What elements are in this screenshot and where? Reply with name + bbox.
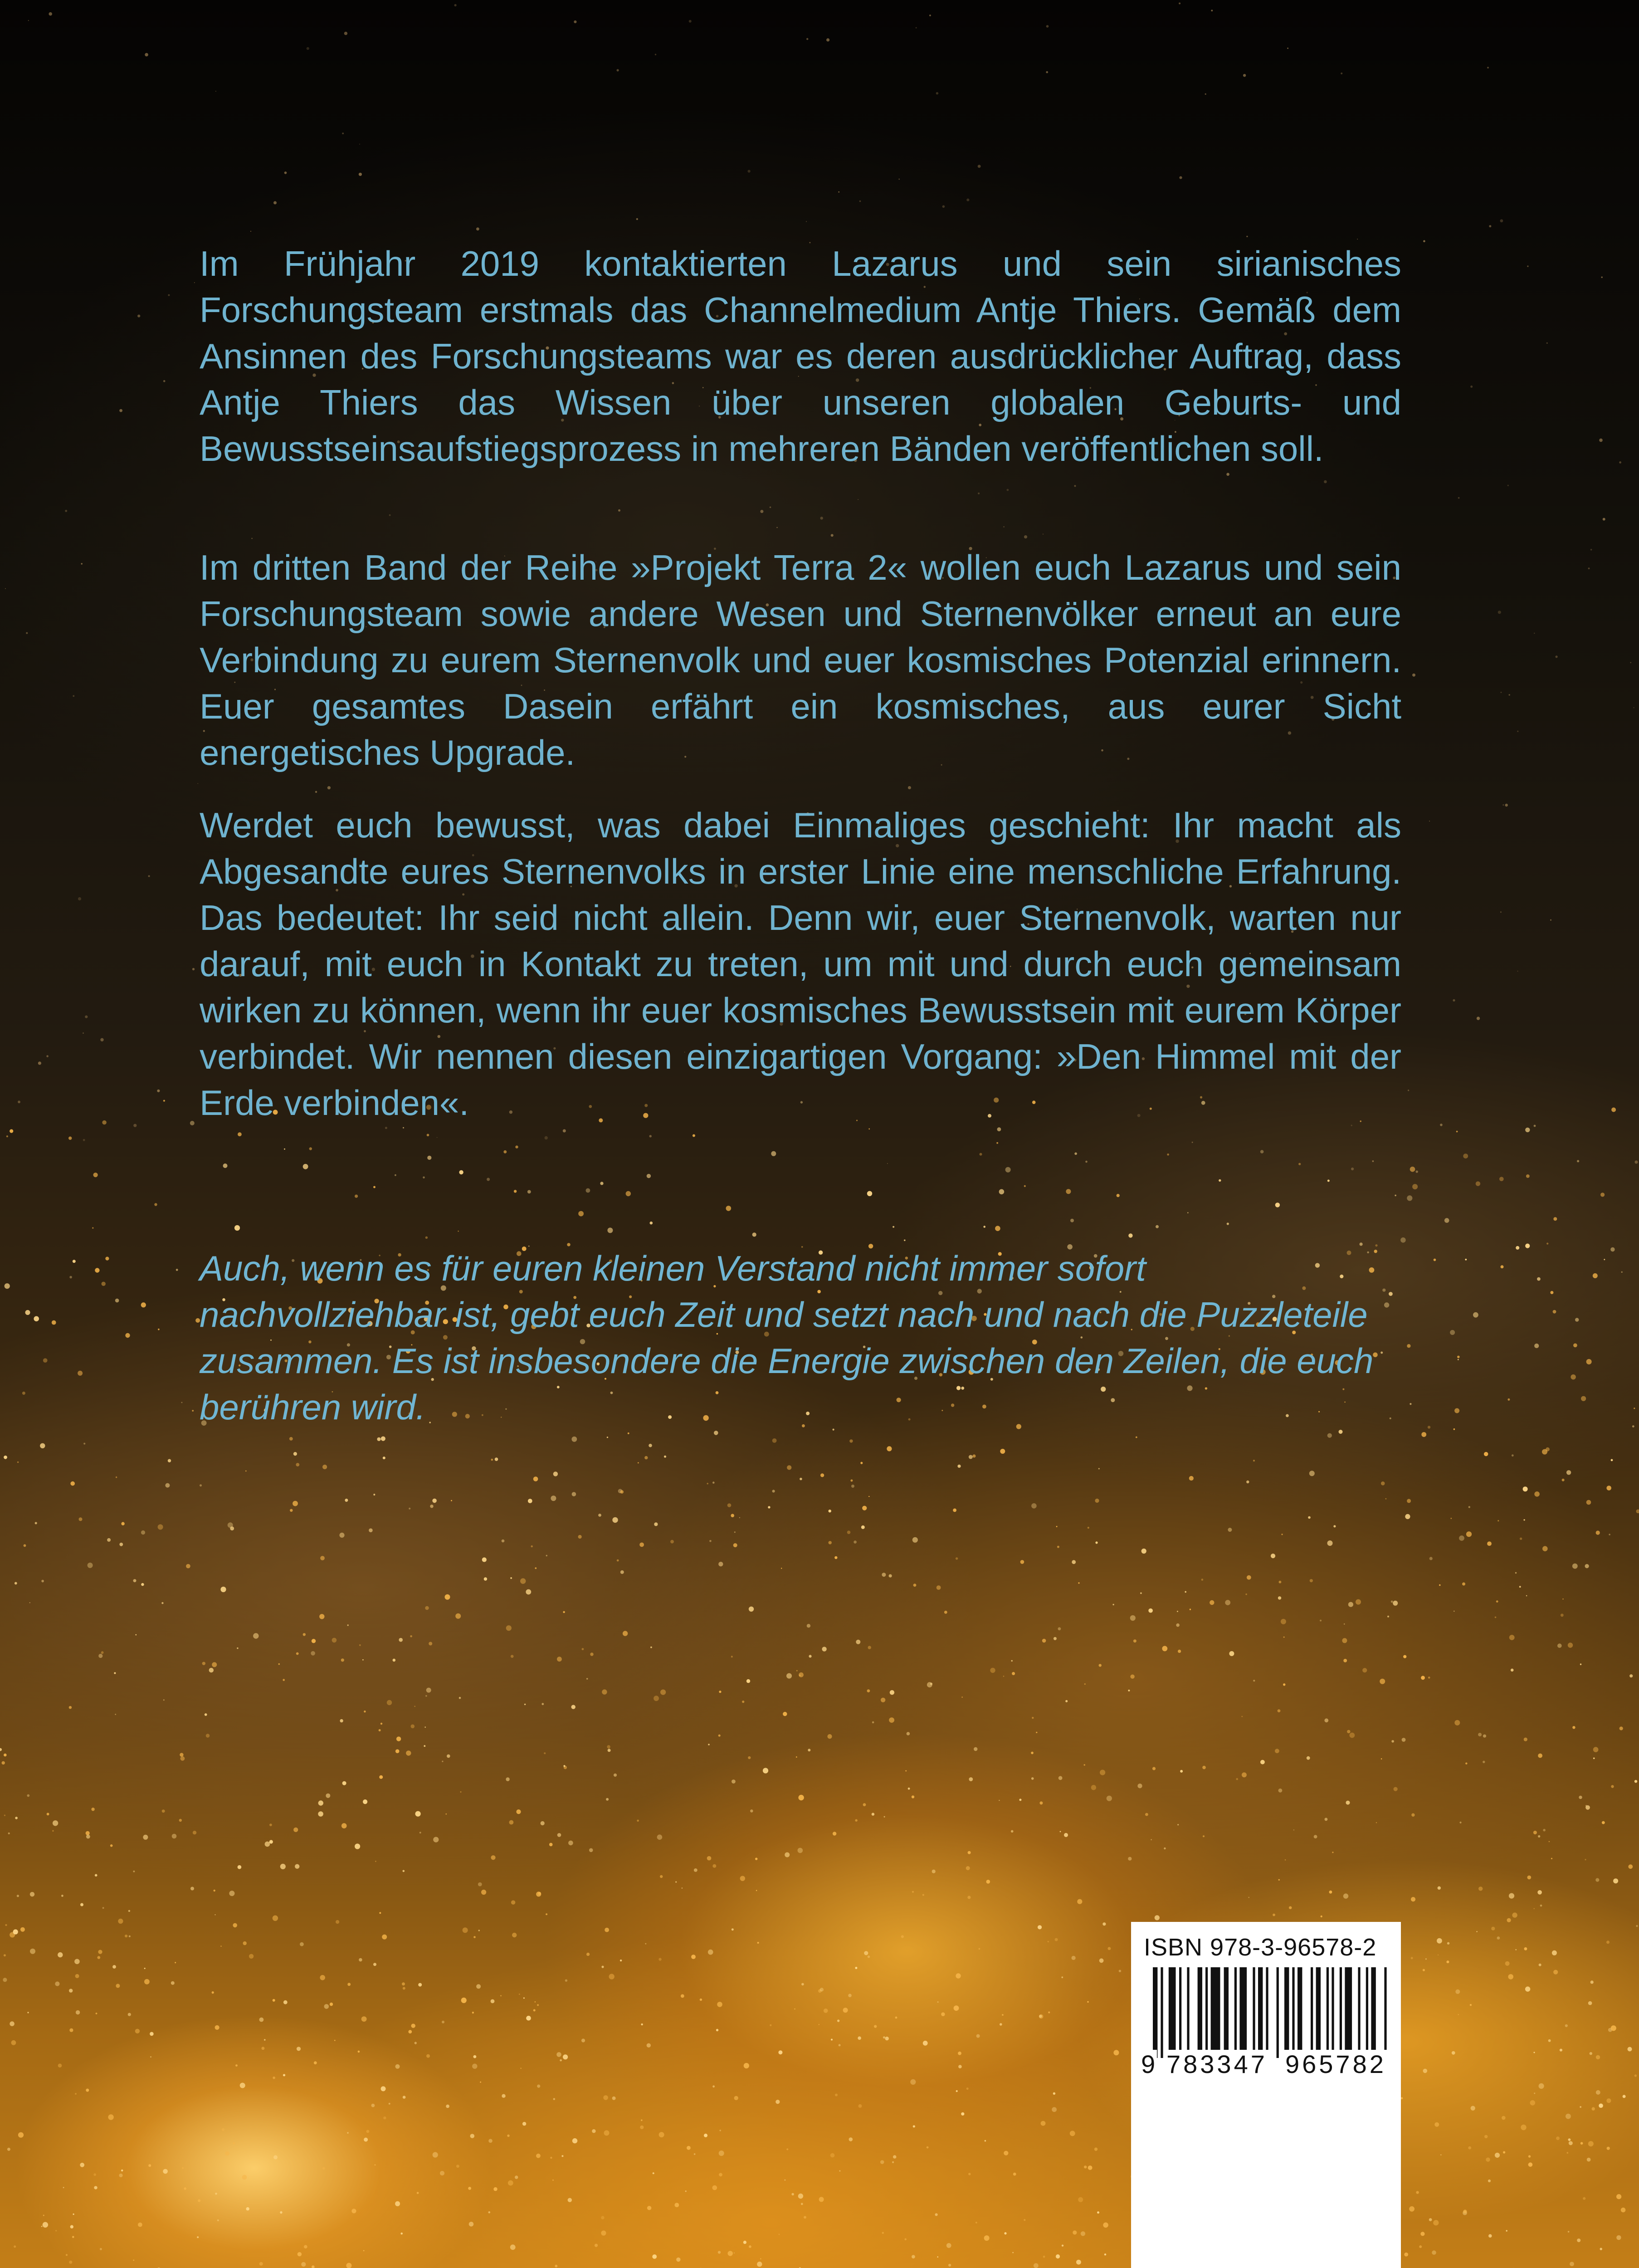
barcode-digit-lead: 9 [1139,2050,1157,2079]
barcode-digits [1139,2050,1398,2082]
description-paragraph-3: Werdet euch bewusst, was dabei Einmaliges geschieht: Ihr macht als Abgesandte eures Sternenvolks in erster Linie eine menschliche Erfahrung. Das bedeutet: Ihr seid nicht allein. Denn wir, euer Sternenvolk, warten nur darauf, mit euch in Kontakt zu treten, um mit und durch euch gemeinsam wirken zu können, wenn ihr euer kosmisches Bewusstsein mit eurem Körper verbindet. Wir nennen diesen einzigartigen Vorgang: »Den Himmel mit der Erde verbinden«. [200,805,1401,1123]
isbn-barcode-panel [1131,1922,1401,2268]
italic-quote: Auch, wenn es für euren kleinen Verstand nicht immer sofort nachvollziehbar ist, gebt euch Zeit und setzt nach und nach die Puzzleteile zusammen. Es ist insbesondere die Energie zwischen den Zeilen, die euch berühren wird. [200,1248,1374,1427]
isbn-label: ISBN 978-3-96578-2 [1144,1934,1377,1961]
barcode-digits-left: 783347 [1165,2050,1269,2079]
barcode-bars [1139,1967,1393,2058]
description-paragraph-2: Im dritten Band der Reihe »Projekt Terra 2« wollen euch Lazarus und sein Forschungsteam sowie andere Wesen und Sternenvölker erneut an eure Verbindung zu eurem Sternenvolk und euer kosmisches Potenzial erinnern. Euer gesamtes Dasein erfährt ein kosmisches, aus eurer Sicht energetisches Upgrade. [200,547,1401,772]
barcode-digits-right: 965782 [1283,2050,1388,2079]
description-paragraph-1: Im Frühjahr 2019 kontaktierten Lazarus und sein sirianisches Forschungsteam erstmals das Channelmedium Antje Thiers. Gemäß dem Ansinnen des Forschungsteams war es deren ausdrücklicher Auftrag, dass Antje Thiers das Wissen über unseren globalen Geburts- und Bewusstseinsaufstiegsprozess in mehreren Bänden veröffentlichen soll. [200,244,1401,469]
